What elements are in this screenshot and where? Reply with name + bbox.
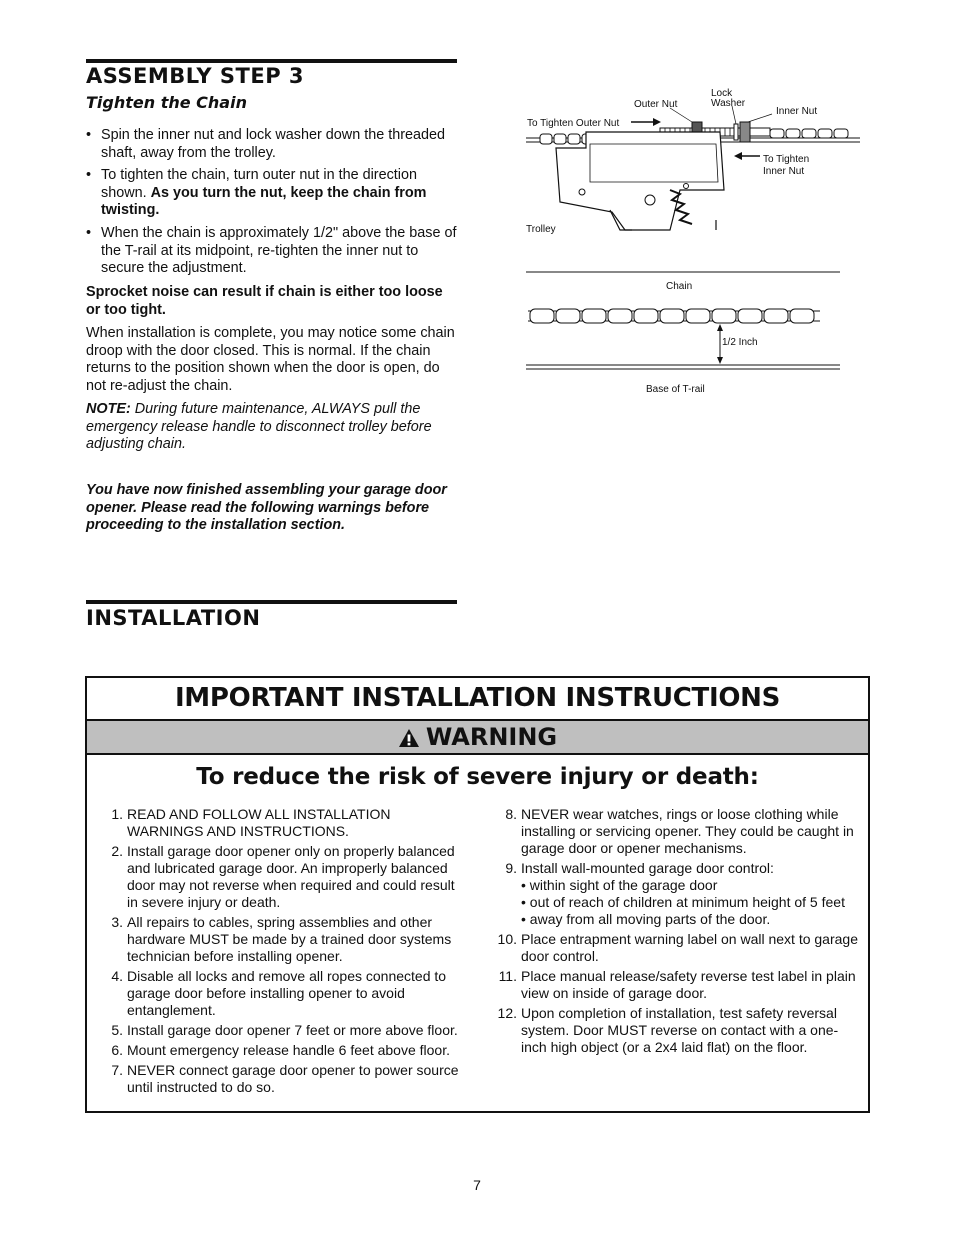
label-trolley: Trolley [526, 224, 556, 235]
assembly-title: ASSEMBLY STEP 3 [86, 64, 305, 88]
label-to-tighten-outer-nut: To Tighten Outer Nut [527, 118, 620, 129]
lock-washer [734, 124, 738, 140]
bullet-item: • When the chain is approximately 1/2" above the base of the T-rail at its midpoint, re-tighten the inner nut to secure the adjustment. [86, 225, 458, 278]
box-subtitle: To reduce the risk of severe injury or death: [196, 764, 759, 790]
instruction-item: 1. READ AND FOLLOW ALL INSTALLATION WARNINGS AND INSTRUCTIONS. [111, 806, 391, 839]
instruction-item: 6. Mount emergency release handle 6 feet above floor. [111, 1042, 450, 1058]
trolley-body [556, 132, 724, 230]
instruction-item: 12. Upon completion of installation, test safety reversal system. Door MUST reverse on contact with a one-inch high object (or a 2x4 laid flat) on the floor. [497, 1005, 839, 1055]
maintenance-note: NOTE: During future maintenance, ALWAYS pull the emergency release handle to disconnect trolley before adjusting chain. [86, 401, 432, 453]
section-rule-installation [86, 600, 457, 604]
instruction-item: 3. All repairs to cables, spring assemblies and other hardware MUST be made by a trained door systems technician before installing opener. [111, 914, 452, 964]
instruction-item: 2. Install garage door opener only on properly balanced and lubricated garage door. An improperly balanced door may not reverse when required and could result in severe injury or death. [111, 843, 455, 910]
chain-height-diagram [520, 265, 850, 400]
page-number: 7 [473, 1177, 481, 1193]
warning-triangle-icon [398, 728, 420, 748]
finished-text: You have now finished assembling your garage door opener. Please read the following warnings before proceeding to the installation section. [86, 482, 447, 534]
sub-item: • within sight of the garage door [521, 877, 718, 893]
warning-banner [87, 721, 868, 755]
label-outer-nut: Outer Nut [634, 99, 678, 110]
label-lock: Lock [711, 88, 733, 99]
installation-warning-box [85, 676, 870, 1113]
assembly-subtitle: Tighten the Chain [86, 93, 247, 112]
sprocket-note: Sprocket noise can result if chain is either too loose or too tight. [86, 284, 443, 318]
label-to-tighten: To Tighten [763, 154, 810, 165]
bullet-item: • To tighten the chain, turn outer nut in the direction shown. As you turn the nut, keep the chain from twisting. [86, 167, 458, 220]
instruction-item: 7. NEVER connect garage door opener to power source until instructed to do so. [111, 1062, 459, 1095]
instruction-item: 5. Install garage door opener 7 feet or more above floor. [111, 1022, 458, 1038]
warning-label: WARNING [425, 723, 558, 751]
instructions-right [491, 806, 859, 1059]
box-title: IMPORTANT INSTALLATION INSTRUCTIONS [87, 678, 868, 721]
instruction-item: 10. Place entrapment warning label on wall next to garage door control. [497, 931, 858, 964]
label-base-of-t-rail: Base of T-rail [646, 384, 705, 395]
installation-title: INSTALLATION [86, 606, 261, 630]
label-washer: Washer [711, 98, 746, 109]
bullet-item: • Spin the inner nut and lock washer down the threaded shaft, away from the trolley. [86, 127, 458, 162]
chain-links [530, 309, 814, 323]
section-rule-assembly [86, 59, 457, 63]
sub-item: • out of reach of children at minimum height of 5 feet [521, 894, 845, 910]
sub-item: • away from all moving parts of the door. [521, 911, 771, 927]
assembly-bullets [86, 127, 458, 283]
inner-nut [740, 122, 750, 142]
instruction-item: 4. Disable all locks and remove all ropes connected to garage door before installing opener to avoid entanglement. [111, 968, 447, 1018]
trolley-diagram [520, 82, 865, 247]
instructions-left [97, 806, 463, 1099]
instruction-item: 9. Install wall-mounted garage door control: • within sight of the garage door • out of reach of children at minimum height of 5 feet • away from all moving parts of the door. [491, 860, 859, 928]
label-inner-nut: Inner Nut [776, 106, 818, 117]
label-inner-nut-2: Inner Nut [763, 166, 805, 177]
instruction-item: 8. NEVER wear watches, rings or loose clothing while installing or servicing opener. They could be caught in garage door or opener mechanisms. [505, 806, 854, 856]
label-chain: Chain [666, 281, 693, 292]
instruction-item: 11. Place manual release/safety reverse test label in plain view on inside of garage door. [498, 968, 856, 1001]
chain-links-right [770, 129, 848, 138]
label-half-inch: 1/2 Inch [722, 337, 758, 348]
completion-paragraph: When installation is complete, you may notice some chain droop with the door closed. This is normal. If the chain returns to the position shown when the door is open, do not re-adjust the chain. [86, 325, 455, 394]
